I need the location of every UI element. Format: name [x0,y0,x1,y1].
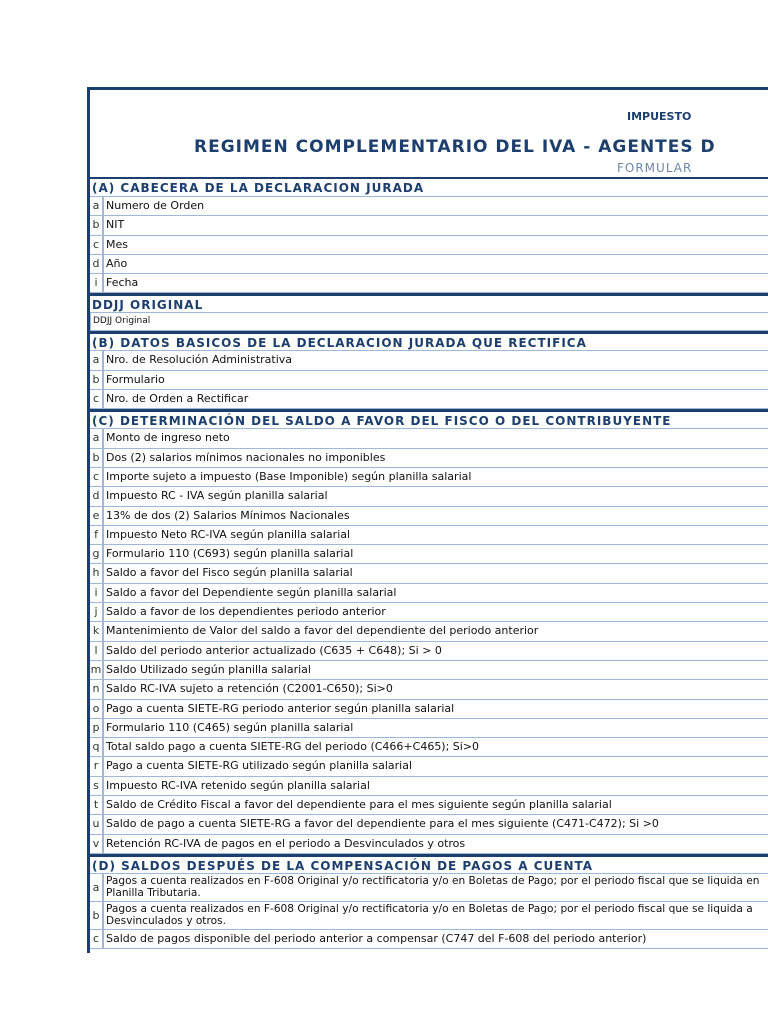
row-label: Saldo Utilizado según planilla salarial [106,662,311,676]
row-label: Saldo de pagos disponible del periodo anterior a compensar (C747 del F-608 del periodo anterior) [106,931,647,945]
form-row[interactable] [90,351,768,370]
section-b-rows [90,350,768,409]
row-code: q [90,738,104,756]
row-code: a [90,197,104,215]
row-label: Pagos a cuenta realizados en F-608 Original y/o rectificatoria y/o en Boletas de Pago; por el periodo fiscal que se liquida a Desvinculados y otros. [106,902,753,927]
row-code: h [90,564,104,582]
row-code: m [90,661,104,679]
form-row[interactable] [90,487,768,506]
form-row[interactable] [90,526,768,545]
form-row[interactable] [90,757,768,776]
row-code: i [90,274,104,292]
row-code: b [90,449,104,467]
row-label: 13% de dos (2) Salarios Mínimos Nacionales [106,508,350,522]
section-d-title: (D) SALDOS DESPUÉS DE LA COMPENSACIÓN DE PAGOS A CUENTA [90,854,768,873]
section-c-title: (C) DETERMINACIÓN DEL SALDO A FAVOR DEL FISCO O DEL CONTRIBUYENTE [90,409,768,428]
form-row[interactable] [90,719,768,738]
form-row[interactable] [90,197,768,216]
row-code: k [90,622,104,640]
form-row[interactable] [90,449,768,468]
row-code: s [90,777,104,795]
form-row[interactable] [90,429,768,448]
row-label: Fecha [106,276,139,290]
row-label: Nro. de Resolución Administrativa [106,353,293,367]
row-code: c [90,236,104,254]
ddjj-title: DDJJ ORIGINAL [90,293,768,312]
row-code: a [90,351,104,369]
form-row[interactable] [90,216,768,235]
row-code: a [90,429,104,447]
row-label: Pagos a cuenta realizados en F-608 Original y/o rectificatoria y/o en Boletas de Pago; por el periodo fiscal que se liquida en Planilla Tributaria. [106,874,760,899]
row-label: Formulario 110 (C465) según planilla salarial [106,720,354,734]
row-code: d [90,487,104,505]
row-label: Saldo RC-IVA sujeto a retención (C2001-C650); Si>0 [106,682,393,696]
row-label: NIT [106,218,125,232]
row-code: t [90,796,104,814]
row-code: p [90,719,104,737]
row-label: Dos (2) salarios mínimos nacionales no imponibles [106,450,386,464]
row-code: f [90,526,104,544]
form-row[interactable] [90,274,768,293]
form-row[interactable] [90,902,768,930]
form-row[interactable] [90,777,768,796]
form-row[interactable] [90,255,768,274]
form-row[interactable] [90,700,768,719]
row-code: d [90,255,104,273]
row-label: Monto de ingreso neto [106,431,230,445]
row-label: Impuesto Neto RC-IVA según planilla salarial [106,527,351,541]
row-label: Impuesto RC-IVA retenido según planilla salarial [106,778,370,792]
row-label: Numero de Orden [106,199,205,212]
row-label: Formulario [106,372,165,386]
row-code: i [90,584,104,602]
row-label: Mantenimiento de Valor del saldo a favor del dependiente del periodo anterior [106,624,539,638]
row-label: Total saldo pago a cuenta SIETE-RG del periodo (C466+C465); Si>0 [106,740,480,754]
row-code: v [90,835,104,853]
row-code: u [90,815,104,833]
form-row[interactable] [90,603,768,622]
section-d-rows [90,873,768,949]
row-code: c [90,930,104,948]
row-label: Importe sujeto a impuesto (Base Imponible) según planilla salarial [106,469,472,483]
row-label: Pago a cuenta SIETE-RG periodo anterior según planilla salarial [106,701,455,715]
row-code: l [90,642,104,660]
row-code: b [90,902,104,929]
row-code: a [90,874,104,901]
row-label: Saldo de pago a cuenta SIETE-RG a favor del dependiente para el mes siguiente (C471-C472); Si >0 [106,817,659,831]
row-code: b [90,371,104,389]
row-label: Mes [106,237,128,251]
row-code: r [90,757,104,775]
row-code: j [90,603,104,621]
row-label: Impuesto RC - IVA según planilla salarial [106,489,328,503]
row-label: Saldo del periodo anterior actualizado (C635 + C648); Si > 0 [106,643,442,657]
form-row[interactable] [90,236,768,255]
form-row[interactable] [90,835,768,854]
row-code: c [90,390,104,408]
section-b-title: (B) DATOS BASICOS DE LA DECLARACION JURADA QUE RECTIFICA [90,331,768,350]
form-row[interactable] [90,642,768,661]
row-label: Formulario 110 (C693) según planilla salarial [106,547,354,561]
form-row[interactable] [90,507,768,526]
form-row[interactable] [90,468,768,487]
form-row[interactable] [90,545,768,564]
row-label: Saldo a favor del Dependiente según planilla salarial [106,585,397,599]
tax-label: IMPUESTO [627,110,692,123]
declaration-form [87,87,768,953]
row-code: g [90,545,104,563]
row-label: Saldo a favor del Fisco según planilla salarial [106,566,353,580]
row-label: Año [106,256,128,270]
form-row[interactable] [90,680,768,699]
row-label: Saldo a favor de los dependientes periodo anterior [106,605,386,619]
row-code: c [90,468,104,486]
row-code: n [90,680,104,698]
form-row[interactable] [90,584,768,603]
form-title: REGIMEN COMPLEMENTARIO DEL IVA - AGENTES D [194,137,716,157]
form-row[interactable] [90,815,768,834]
row-code: o [90,700,104,718]
ddjj-original-field[interactable]: DDJJ Original [90,312,768,331]
form-header [90,90,768,177]
form-subtitle: FORMULAR [617,161,693,175]
form-row[interactable] [90,796,768,815]
section-a-rows [90,196,768,293]
form-row[interactable] [90,622,768,641]
row-label: Saldo de Crédito Fiscal a favor del dependiente para el mes siguiente según planilla salarial [106,798,612,812]
form-row[interactable] [90,930,768,949]
form-row[interactable] [90,874,768,902]
row-label: Nro. de Orden a Rectificar [106,392,249,406]
section-c-rows [90,428,768,854]
section-a-title: (A) CABECERA DE LA DECLARACION JURADA [90,177,768,196]
row-label: Retención RC-IVA de pagos en el periodo a Desvinculados y otros [106,836,466,850]
form-row[interactable] [90,738,768,757]
row-code: e [90,507,104,525]
form-row[interactable] [90,661,768,680]
form-row[interactable] [90,371,768,390]
form-row[interactable] [90,564,768,583]
form-row[interactable] [90,390,768,409]
row-label: Pago a cuenta SIETE-RG utilizado según planilla salarial [106,759,413,773]
row-code: b [90,216,104,234]
